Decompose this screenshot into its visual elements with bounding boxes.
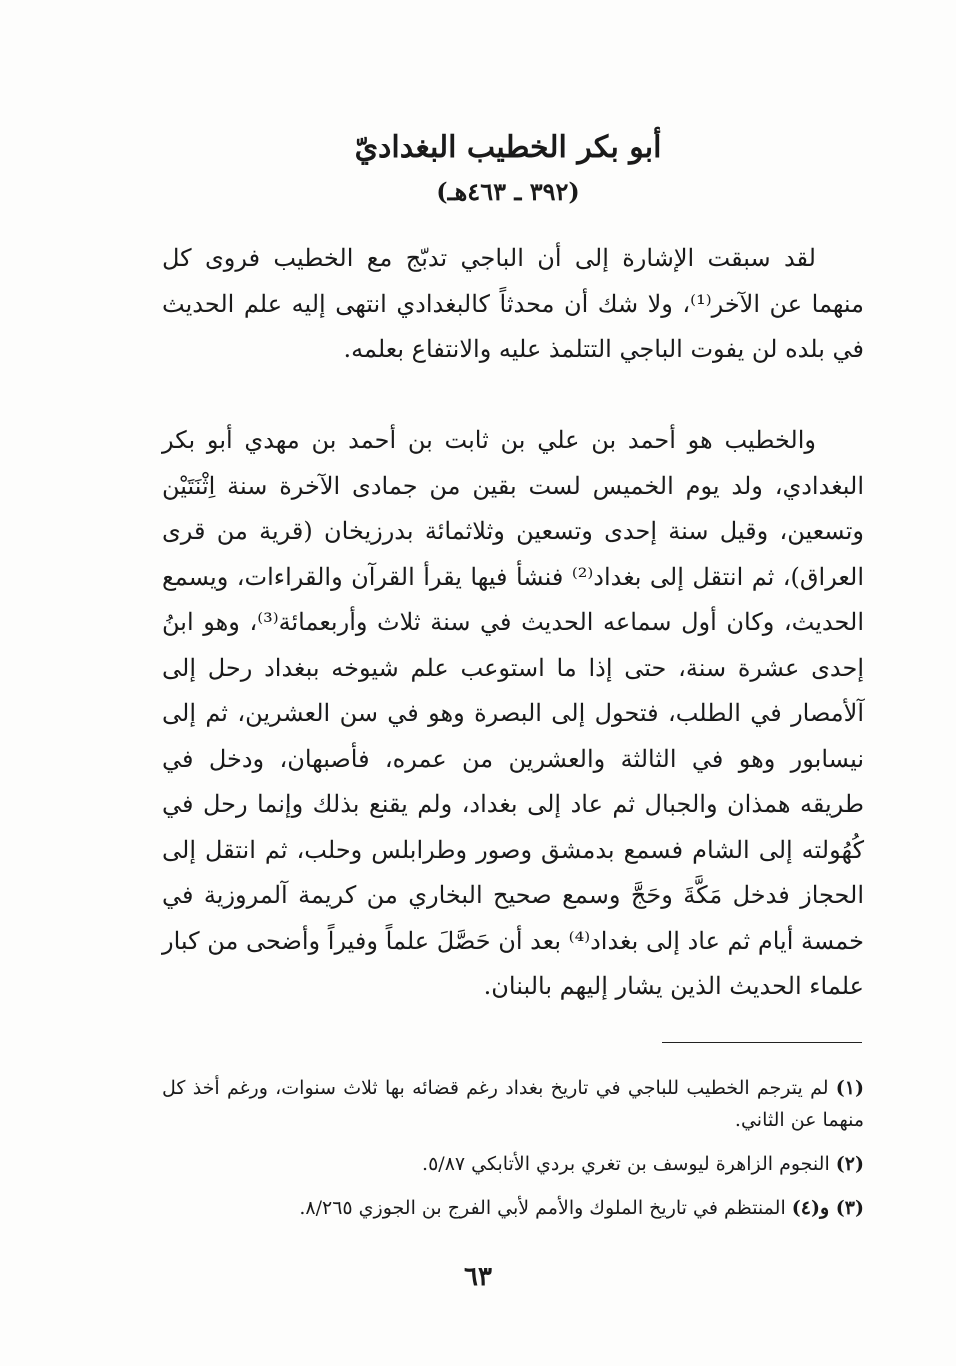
- life-dates: (٣٩٢ ـ ٤٦٣هـ): [436, 177, 580, 206]
- heading: [0, 126, 956, 212]
- footnote-divider: [662, 1042, 862, 1043]
- footnote-item: [162, 1072, 864, 1136]
- footnote-item: [162, 1192, 864, 1224]
- paragraph-text: لقد سبقت الإشارة إلى أن الباجي تدبّج مع الخطيب فروى كل منهما عن الآخر⁽¹⁾، ولا شك أن محدثاً كالبغدادي انتهى إليه علم الحديث في بلده لن يفوت الباجي التتلمذ عليه والانتفاع بعلمه.: [162, 244, 864, 363]
- footnote-number: (٢): [835, 1153, 864, 1175]
- paragraph-text: والخطيب هو أحمد بن علي بن ثابت بن أحمد بن مهدي أبو بكر البغدادي، ولد يوم الخميس لست بقين من جمادى الآخرة سنة اِثْنَتَيْن وتسعين، وقيل سنة إحدى وتسعين وثلاثمائة بدرزيخان (قرية من قرى العراق)، ثم انتقل إلى بغداد⁽²⁾ فنشأ فيها يقرأ القرآن والقراءات، ويسمع الحديث، وكان أول سماعه الحديث في سنة ثلاث وأربعمائة⁽³⁾، وهو ابنُ إحدى عشرة سنة، حتى إذا ما استوعب علم شيوخه ببغداد رحل إلى آلأمصار في الطلب، فتحول إلى البصرة وهو في سن العشرين، ثم إلى نيسابور وهو في الثالثة والعشرين من عمره، فأصبهان، ودخل في طريقه همذان والجبال ثم عاد إلى بغداد، ولم يقنع بذلك وإنما رحل في كُهُولته إلى الشام فسمع بدمشق وصور وطرابلس وحلب، ثم انتقل إلى الحجاز فدخل مَكَّةَ وحَجَّ وسمع صحيح البخاري من كريمة آلمروزية في خمسة أيام ثم عاد إلى بغداد⁽⁴⁾ بعد أن حَصَّلَ علماً وفيراً وأضحى من كبار علماء الحديث الذين يشار إليهم بالبنان.: [162, 426, 864, 1000]
- footnote-text: النجوم الزاهرة ليوسف بن تغري بردي الأتابكي ٥/٨٧.: [422, 1153, 830, 1175]
- page-title: أبو بكر الخطيب البغداديّ: [354, 130, 662, 165]
- footnote-number: (٣) و(٤): [791, 1197, 864, 1219]
- footnote-number: (١): [835, 1077, 865, 1099]
- paragraph-biography: [162, 418, 864, 1010]
- footnote-text: لم يترجم الخطيب للباجي في تاريخ بغداد رغم قضائه بها ثلاث سنوات، ورغم أخذ كل منهما عن الثاني.: [162, 1077, 864, 1131]
- footnote-item: [162, 1148, 864, 1180]
- footnotes: [162, 1072, 864, 1236]
- paragraph-intro: [162, 236, 864, 373]
- page-number: ٦٣: [464, 1262, 492, 1292]
- footnote-text: المنتظم في تاريخ الملوك والأمم لأبي الفرج بن الجوزي ٨/٢٦٥.: [299, 1197, 786, 1219]
